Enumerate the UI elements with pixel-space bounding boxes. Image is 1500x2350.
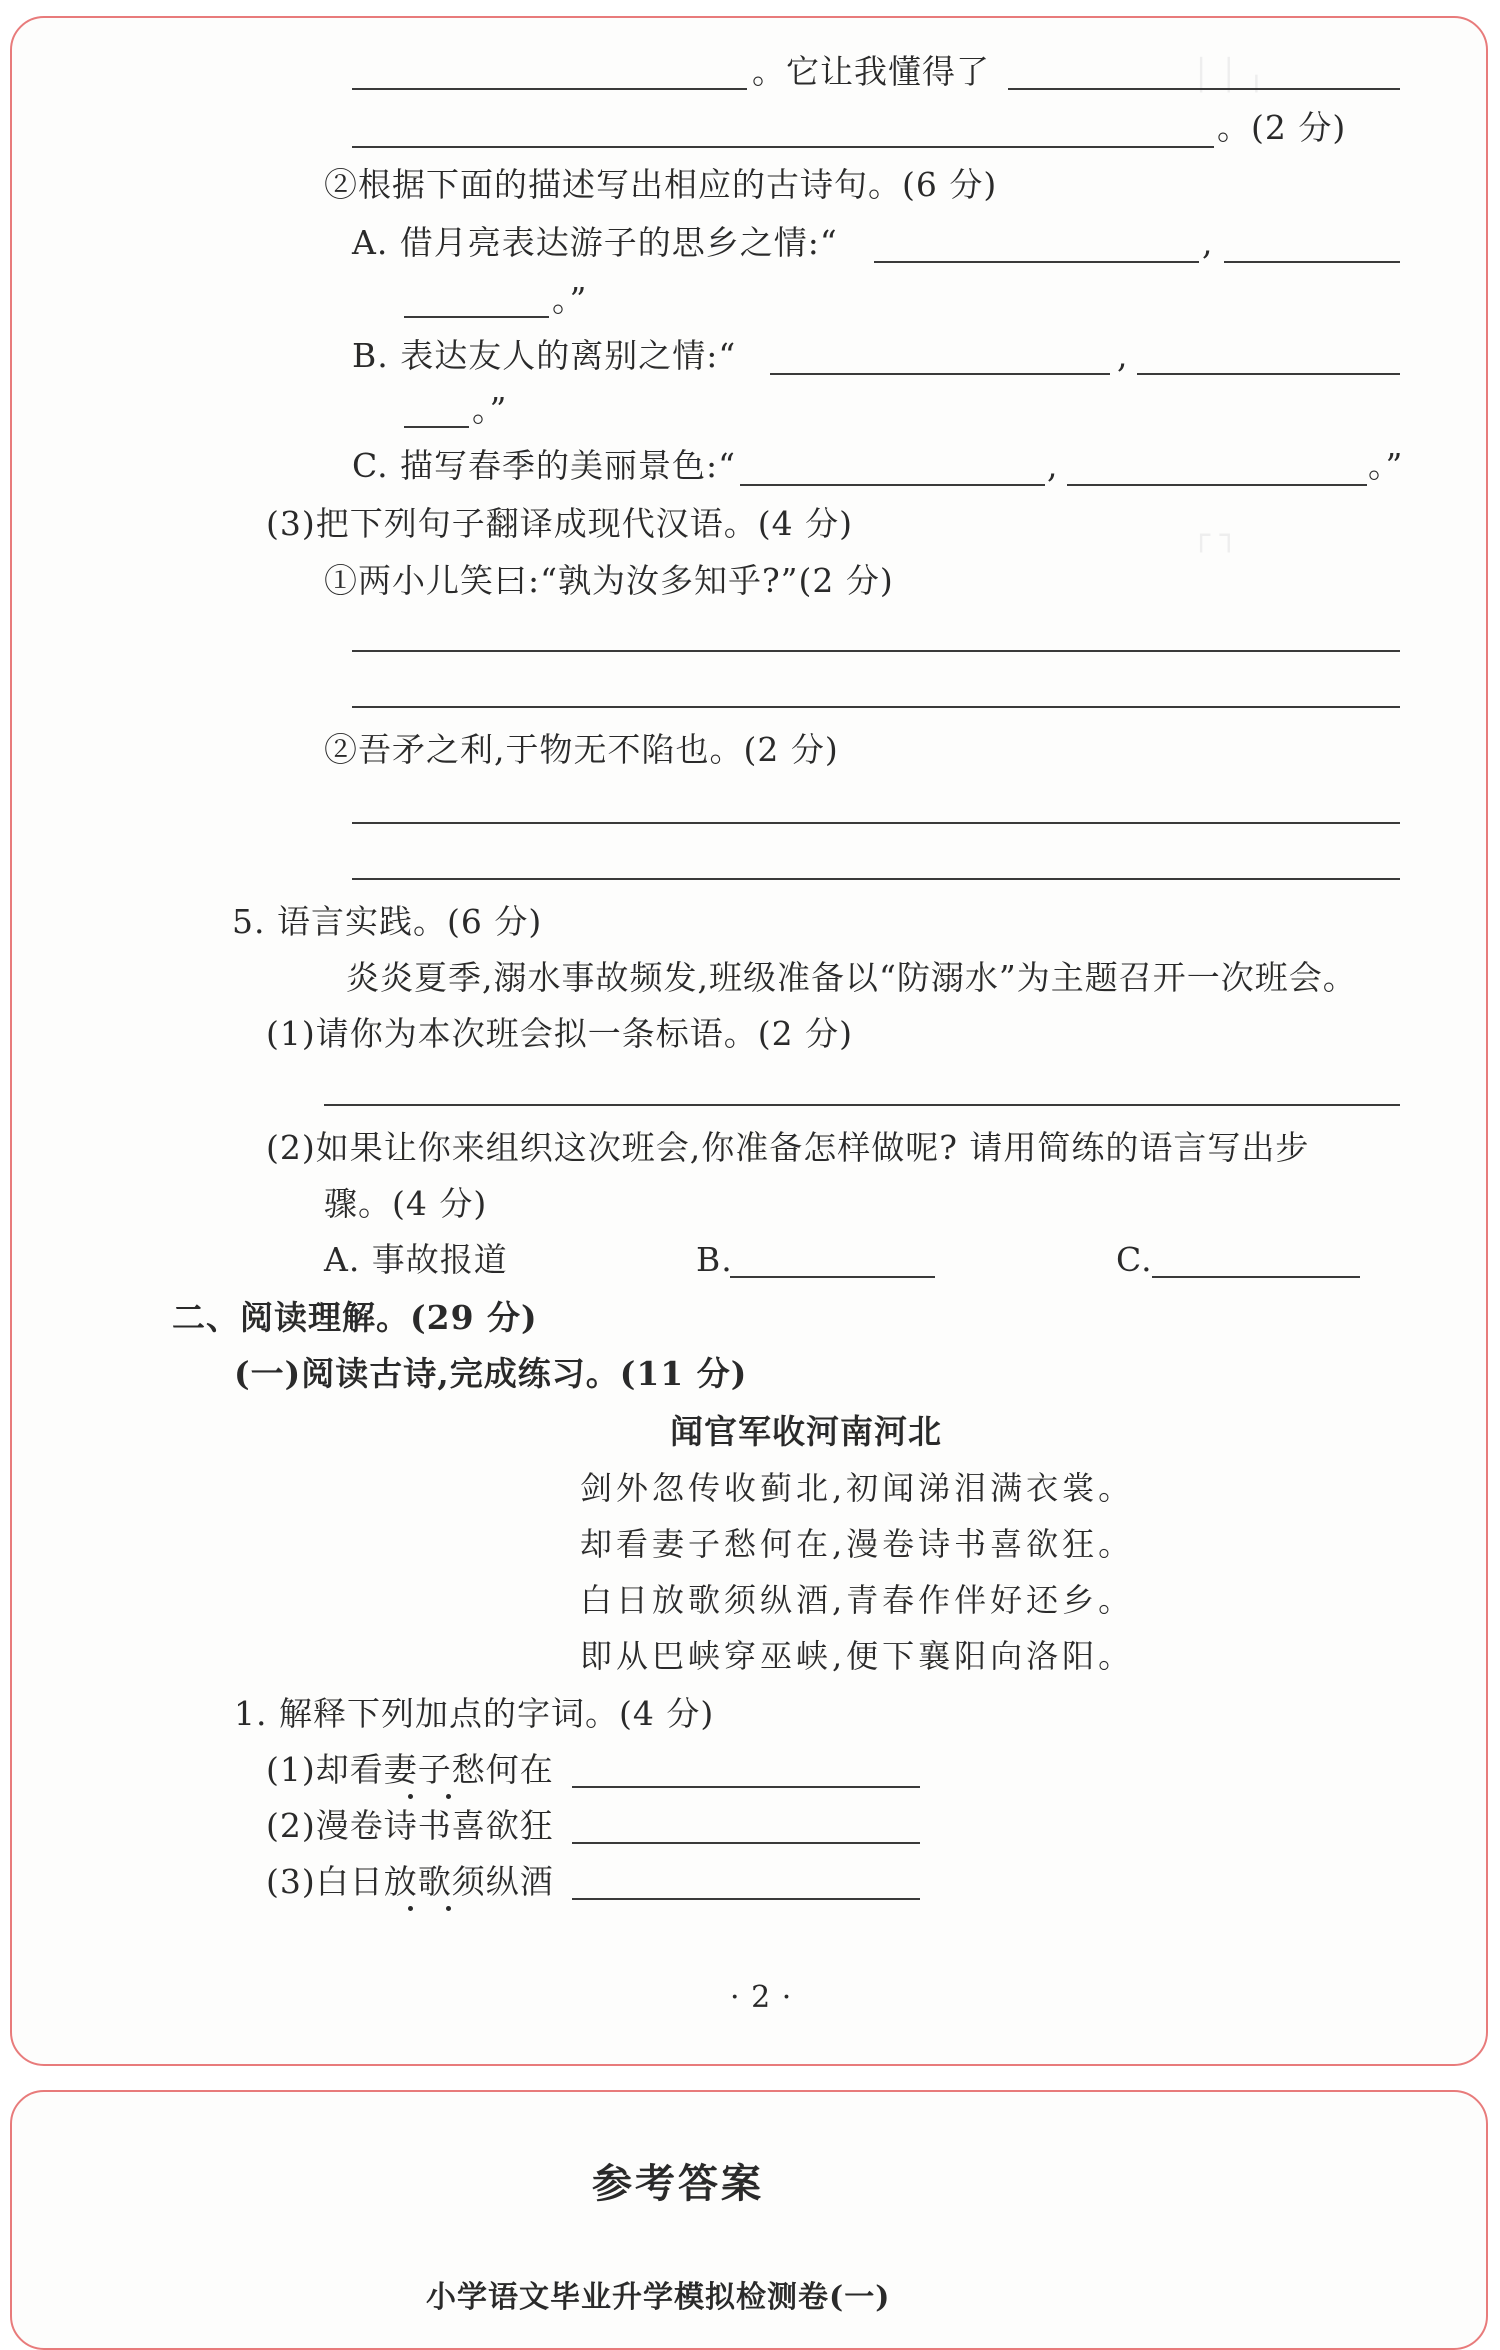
answer-line[interactable] [352,822,1400,824]
question-5-2: (2)如果让你来组织这次班会,你准备怎样做呢? 请用简练的语言写出步 [266,1128,1310,1167]
answer-line[interactable] [404,316,549,318]
question-3: (3)把下列句子翻译成现代汉语。(4 分) [266,504,853,543]
quote-end: 。” [552,280,588,319]
comma: , [1117,336,1129,375]
answer-line[interactable] [572,1786,920,1788]
answer-line[interactable] [352,706,1400,708]
answer-line[interactable] [1137,373,1400,375]
answer-key-page [10,2090,1488,2350]
answer-line[interactable] [1224,261,1400,263]
answer-line[interactable] [352,878,1400,880]
answer-key-subtitle: 小学语文毕业升学模拟检测卷(一) [426,2280,891,2315]
section-heading: 二、阅读理解。(29 分) [172,1298,538,1337]
emphasis-dot [408,1906,413,1911]
word-item: (2)漫卷诗书喜欲狂 [266,1806,554,1845]
emphasis-dot [446,1906,451,1911]
question-5-title: 5. 语言实践。(6 分) [232,902,543,941]
poem-line: 即从巴峡穿巫峡,便下襄阳向洛阳。 [580,1637,1135,1675]
comma: , [1202,223,1214,262]
score-text: 。(2 分) [1217,108,1347,147]
poem-line: 白日放歌须纵酒,青春作伴好还乡。 [580,1581,1135,1619]
emphasis-dot [446,1794,451,1799]
word-item: (3)白日放歌须纵酒 [266,1862,554,1901]
answer-line[interactable] [352,88,747,90]
question-item-b: B. 表达友人的离别之情:“ [352,336,737,375]
answer-line[interactable] [352,146,1214,148]
poem-title: 闻官军收河南河北 [670,1412,942,1451]
quote-end: 。” [472,390,508,429]
question-item-c: C. 描写春季的美丽景色:“ [352,446,737,485]
question-item-a: A. 借月亮表达游子的思乡之情:“ [352,223,838,262]
emphasis-dot [408,1794,413,1799]
step-c: C. [1116,1240,1153,1279]
answer-line[interactable] [740,484,1045,486]
comma: , [1047,446,1059,485]
answer-line[interactable] [770,373,1110,375]
answer-line[interactable] [404,426,469,428]
question-3-1: ①两小儿笑曰:“孰为汝多知乎?”(2 分) [324,561,894,600]
question-prompt: ②根据下面的描述写出相应的古诗句。(6 分) [324,165,998,204]
exam-page-2 [10,16,1488,2066]
poem-line: 剑外忽传收蓟北,初闻涕泪满衣裳。 [580,1469,1135,1507]
subsection-heading: (一)阅读古诗,完成练习。(11 分) [234,1354,748,1393]
poem-line: 却看妻子愁何在,漫卷诗书喜欲狂。 [580,1525,1135,1563]
question-3-2: ②吾矛之利,于物无不陷也。(2 分) [324,730,839,769]
answer-line[interactable] [1152,1276,1360,1278]
step-b: B. [696,1240,733,1279]
reading-question-1: 1. 解释下列加点的字词。(4 分) [234,1694,715,1733]
question-text: 。它让我懂得了 [752,52,990,91]
question-5-1: (1)请你为本次班会拟一条标语。(2 分) [266,1014,853,1053]
step-a: A. 事故报道 [324,1240,508,1279]
answer-line[interactable] [572,1898,920,1900]
answer-line[interactable] [730,1276,935,1278]
answer-line[interactable] [324,1104,1400,1106]
answer-line[interactable] [1008,88,1400,90]
quote-end: 。” [1368,446,1404,485]
answer-line[interactable] [352,650,1400,652]
word-item: (1)却看妻子愁何在 [266,1750,554,1789]
answer-line[interactable] [874,261,1199,263]
answer-line[interactable] [572,1842,920,1844]
question-5-intro: 炎炎夏季,溺水事故频发,班级准备以“防溺水”为主题召开一次班会。 [346,958,1357,997]
question-5-2-cont: 骤。(4 分) [324,1184,488,1223]
answer-key-title: 参考答案 [592,2160,764,2207]
bleed-through-text: │ │ ╷ [1192,58,1266,93]
answer-line[interactable] [1067,484,1367,486]
page-number: · 2 · [730,1980,793,2015]
bleed-through-text: ┌ ┐ [1192,518,1238,553]
